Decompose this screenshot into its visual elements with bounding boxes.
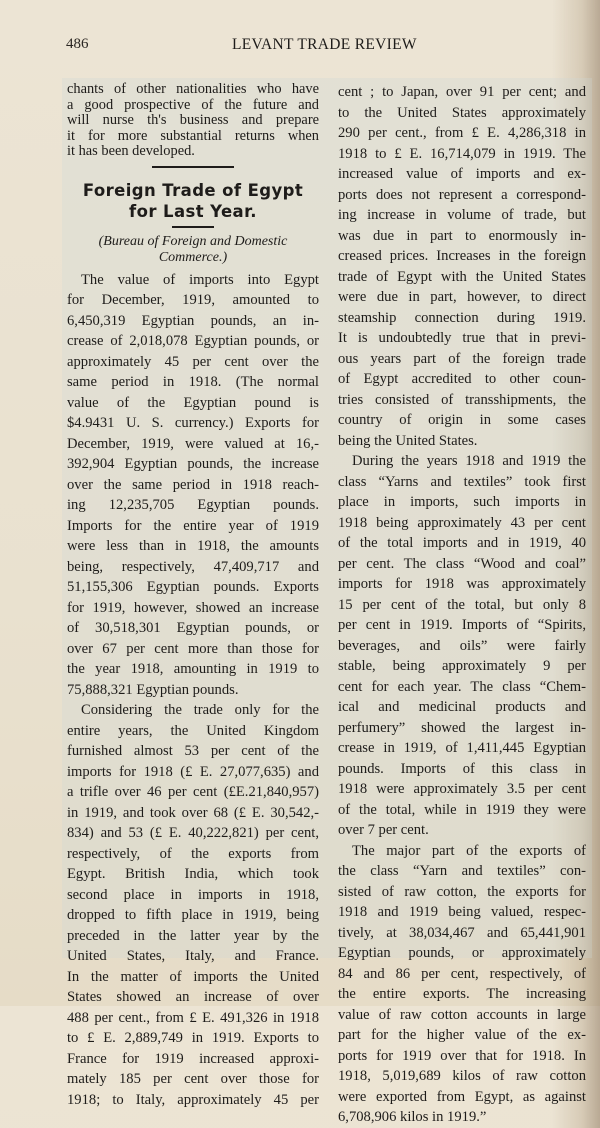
text-line: chants of other nationalities who have xyxy=(67,81,319,97)
article-body-left xyxy=(67,270,319,1111)
text-line: beverages, and oils” were fairly xyxy=(338,637,586,654)
text-line: 1918 and 1919 being valued, respec- xyxy=(338,904,586,920)
text-line: During the years 1918 and 1919 the xyxy=(352,453,586,469)
text-line: over 67 per cent more than those for xyxy=(67,640,319,657)
text-line: ous years part of the foreign trade xyxy=(338,350,586,367)
text-line: imports for 1918 was approximately xyxy=(338,576,586,592)
text-line: over the same period in 1918 reach- xyxy=(67,476,319,493)
text-line: per cent in 1919. Imports of “Spirits, xyxy=(338,617,586,633)
text-line: 84 and 86 per cent, respectively, of xyxy=(338,965,586,982)
text-line: stable, being approximately 9 per xyxy=(338,658,586,674)
text-line: were exported from Egypt, as against xyxy=(338,1088,586,1105)
text-line: 51,155,306 Egyptian pounds. Exports xyxy=(67,579,319,595)
byline-line: (Bureau of Foreign and Domestic xyxy=(98,233,288,249)
text-line: were less than in 1918, the amounts xyxy=(67,538,319,554)
text-line: tries consisted of transshipments, the xyxy=(338,391,586,408)
text-line: dropped to fifth place in 1919, being xyxy=(67,907,319,923)
text-line: sisted of raw cotton, the exports for xyxy=(338,883,586,900)
left-column xyxy=(67,82,319,1110)
text-line: second place in imports in 1918, xyxy=(67,886,319,903)
text-line: In the matter of imports the United xyxy=(67,968,319,985)
text-line: ports does not represent a correspond- xyxy=(338,186,586,203)
carryover-paragraph xyxy=(67,82,319,160)
text-line: it has been developed. xyxy=(67,143,195,159)
text-line: place in imports, such imports in xyxy=(338,494,586,510)
text-line: Egyptian pounds, or approximately xyxy=(338,945,586,961)
text-line: ing 12,235,705 Egyptian pounds. xyxy=(67,497,319,513)
text-line: preceded in the latter year by the xyxy=(67,927,319,944)
byline-line: Commerce.) xyxy=(158,249,228,265)
text-line: country of origin in some cases xyxy=(338,412,586,428)
running-head xyxy=(66,36,586,56)
text-line: a good prospective of the future and xyxy=(67,96,319,113)
text-line: for 1919, however, showed an increase xyxy=(67,599,319,616)
text-line: the year 1918, amounting in 1919 to xyxy=(67,661,319,677)
text-line: part for the higher value of the ex- xyxy=(338,1027,586,1043)
text-line: 488 per cent., from £ E. 491,326 in 1918 xyxy=(67,1009,319,1026)
text-line: same period in 1918. (The normal xyxy=(67,374,319,390)
text-line: value of raw cotton accounts in large xyxy=(338,1006,586,1023)
text-line: States showed an increase of over xyxy=(67,989,319,1005)
journal-title: LEVANT TRADE REVIEW xyxy=(232,36,417,53)
text-line: The major part of the exports of xyxy=(352,842,586,859)
article-byline xyxy=(67,234,319,266)
text-line: being the United States. xyxy=(338,432,478,449)
headline-divider xyxy=(172,226,214,228)
text-line: the entire exports. The increasing xyxy=(338,986,586,1002)
headline-line: Foreign Trade of Egypt xyxy=(82,180,304,200)
text-line: United States, Italy, and France. xyxy=(67,948,319,964)
article-body-right xyxy=(338,82,586,1128)
text-line: crease in 1919, of 1,411,445 Egyptian xyxy=(338,740,586,756)
text-line: $4.9431 U. S. currency.) Exports for xyxy=(67,415,319,431)
text-line: of Egypt accredited to other coun- xyxy=(338,371,586,387)
text-line: steamship connection during 1919. xyxy=(338,309,586,326)
text-line: ical and medicinal products and xyxy=(338,699,586,715)
text-line: December, 1919, were valued at 16,- xyxy=(67,435,319,452)
text-line: in 1919, and took over 68 (£ E. 30,542,- xyxy=(67,804,319,821)
text-line: ing increase in volume of trade, but xyxy=(338,207,586,223)
text-line: Egypt. British India, which took xyxy=(67,866,319,882)
right-column xyxy=(338,82,586,1128)
text-line: 1918; to Italy, approximately 45 per xyxy=(67,1091,319,1108)
text-line: of the total, while in 1919 they were xyxy=(338,801,586,818)
text-line: per cent. The class “Wood and coal” xyxy=(338,555,586,572)
text-line: 1918 being approximately 43 per cent xyxy=(338,514,586,531)
text-line: respectively, of the exports from xyxy=(67,845,319,862)
text-line: increased value of imports and ex- xyxy=(338,166,586,182)
text-line: approximately 45 per cent over the xyxy=(67,353,319,370)
text-line: mately 185 per cent over those for xyxy=(67,1071,319,1087)
text-line: Imports for the entire year of 1919 xyxy=(67,517,319,534)
text-line: 1918 were approximately 3.5 per cent xyxy=(338,781,586,797)
text-line: for December, 1919, amounted to xyxy=(67,292,319,308)
page-number: 486 xyxy=(66,36,89,52)
text-line: 1918 to £ E. 16,714,079 in 1919. The xyxy=(338,145,586,162)
text-line: was due in part to enormously in- xyxy=(338,227,586,244)
text-line: of 30,518,301 Egyptian pounds, or xyxy=(67,620,319,636)
text-line: cent ; to Japan, over 91 per cent; and xyxy=(338,84,586,100)
text-line: 6,450,319 Egyptian pounds, an in- xyxy=(67,312,319,329)
text-line: over 7 per cent. xyxy=(338,822,429,838)
text-line: perfumery” showed the largest in- xyxy=(338,719,586,736)
text-line: value of the Egyptian pound is xyxy=(67,394,319,411)
text-line: 392,904 Egyptian pounds, the increase xyxy=(67,456,319,472)
text-line: Considering the trade only for the xyxy=(81,702,319,718)
text-line: 75,888,321 Egyptian pounds. xyxy=(67,681,239,698)
text-line: imports for 1918 (£ E. 27,077,635) and xyxy=(67,763,319,780)
text-line: pounds. Imports of this class in xyxy=(338,760,586,777)
text-line: will nurse th's business and prepare xyxy=(67,112,319,128)
text-line: entire years, the United Kingdom xyxy=(67,722,319,739)
text-line: 1918, 5,019,689 kilos of raw cotton xyxy=(338,1068,586,1084)
text-line: trade of Egypt with the United States xyxy=(338,268,586,285)
text-line: to £ E. 2,889,749 in 1919. Exports to xyxy=(67,1030,319,1046)
text-line: being, respectively, 47,409,717 and xyxy=(67,558,319,575)
headline-line: for Last Year. xyxy=(129,201,257,221)
text-line: cent for each year. The class “Chem- xyxy=(338,678,586,695)
text-line: 834) and 53 (£ E. 40,222,821) per cent, xyxy=(67,825,319,841)
text-line: of the total imports and in 1919, 40 xyxy=(338,535,586,551)
text-line: 290 per cent., from £ E. 4,286,318 in xyxy=(338,125,586,141)
text-line: class “Yarns and textiles” took first xyxy=(338,473,586,490)
text-line: the class “Yarn and textiles” con- xyxy=(338,863,586,879)
text-line: 15 per cent of the total, but only 8 xyxy=(338,596,586,613)
text-line: 6,708,906 kilos in 1919.” xyxy=(338,1109,487,1125)
text-line: crease of 2,018,078 Egyptian pounds, or xyxy=(67,333,319,349)
text-line: ports for 1919 over that for 1918. In xyxy=(338,1047,586,1064)
text-line: France for 1919 increased approxi- xyxy=(67,1050,319,1067)
text-line: tively, at 38,034,467 and 65,441,901 xyxy=(338,924,586,941)
text-line: furnished almost 53 per cent of the xyxy=(67,743,319,759)
article-headline xyxy=(67,180,319,222)
section-divider xyxy=(152,166,234,168)
text-line: were due in part, however, to direct xyxy=(338,289,586,305)
text-line: to the United States approximately xyxy=(338,104,586,121)
text-line: it for more substantial returns when xyxy=(67,127,319,144)
text-line: It is undoubtedly true that in previ- xyxy=(338,330,586,346)
text-line: a trifle over 46 per cent (£E.21,840,957) xyxy=(67,784,319,800)
text-line: creased prices. Increases in the foreign xyxy=(338,248,586,264)
text-line: The value of imports into Egypt xyxy=(81,271,319,288)
